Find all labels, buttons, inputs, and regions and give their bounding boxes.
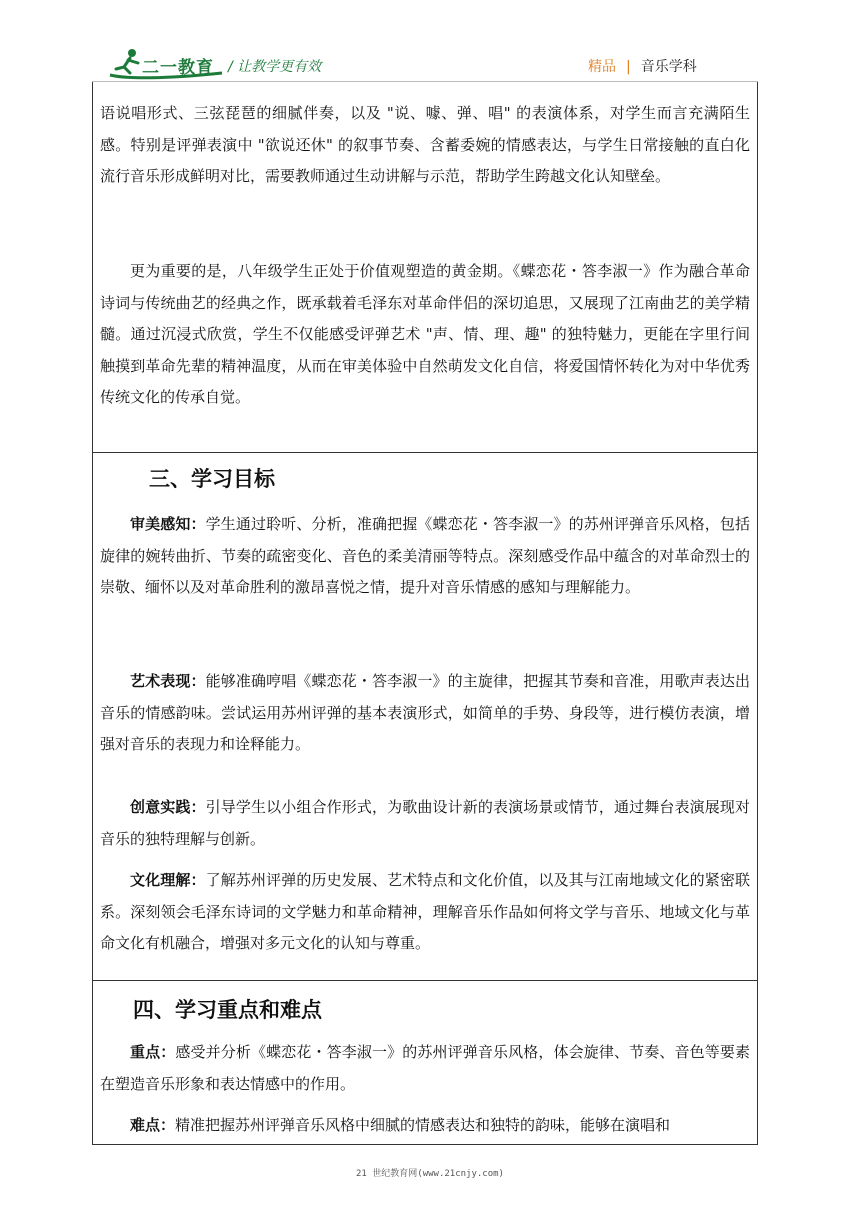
objective-culture bbox=[100, 865, 750, 960]
row-divider bbox=[93, 980, 757, 981]
page-header bbox=[0, 0, 860, 80]
difficulty-text: 精准把握苏州评弹音乐风格中细腻的情感表达和独特的韵味，能够在演唱和 bbox=[175, 1116, 671, 1134]
header-separator: | bbox=[626, 59, 631, 75]
objective-text: 引导学生以小组合作形式，为歌曲设计新的表演场景或情节，通过舞台表演展现对音乐的独特理解与创新。 bbox=[100, 798, 750, 848]
objective-text: 了解苏州评弹的历史发展、艺术特点和文化价值，以及其与江南地域文化的紧密联系。深刻领会毛泽东诗词的文学魅力和革命精神，理解音乐作品如何将文学与音乐、地域文化与革命文化有机融合，增强对多元文化的认知与尊重。 bbox=[100, 871, 750, 952]
objective-performance bbox=[100, 666, 750, 761]
subject-label: 音乐学科 bbox=[640, 59, 697, 75]
premium-tag: 精品 bbox=[588, 59, 616, 75]
continued-paragraph-1: 语说唱形式、三弦琵琶的细腻伴奏，以及 "说、噱、弹、唱" 的表演体系，对学生而言充满陌生感。特别是评弹表演中 "欲说还休" 的叙事节奏、含蓄委婉的情感表达，与学生日常接触的直白化流行音乐形成鲜明对比，需要教师通过生动讲解与示范，帮助学生跨越文化认知壁垒。 bbox=[100, 104, 750, 185]
page-footer: 21 世纪教育网(www.21cnjy.com) bbox=[356, 1169, 504, 1179]
objective-label: 创意实践： bbox=[130, 798, 206, 816]
continued-paragraph-2: 更为重要的是，八年级学生正处于价值观塑造的黄金期。《蝶恋花・答李淑一》作为融合革命诗词与传统曲艺的经典之作，既承载着毛泽东对革命伴侣的深切追思，又展现了江南曲艺的美学精髓。通过沉浸式欣赏，学生不仅能感受评弹艺术 "声、情、理、趣" 的独特魅力，更能在字里行间触摸到革命先辈的精神温度，从而在审美体验中自然萌发文化自信，将爱国情怀转化为对中华优秀传统文化的传承自觉。 bbox=[100, 262, 750, 406]
section-title-key-points: 四、学习重点和难点 bbox=[133, 998, 322, 1022]
objective-label: 审美感知： bbox=[130, 515, 206, 533]
difficulty-point bbox=[100, 1110, 750, 1142]
objective-label: 艺术表现： bbox=[130, 672, 206, 690]
objective-text: 能够准确哼唱《蝶恋花・答李淑一》的主旋律，把握其节奏和音准，用歌声表达出音乐的情感韵味。尝试运用苏州评弹的基本表演形式，如简单的手势、身段等，进行模仿表演，增强对音乐的表现力和诠释能力。 bbox=[100, 672, 750, 753]
difficulty-label: 难点： bbox=[130, 1116, 176, 1134]
objective-aesthetic bbox=[100, 509, 750, 604]
content-table bbox=[92, 82, 758, 1145]
slogan: / 让教学更有效 bbox=[228, 59, 322, 75]
objective-text: 学生通过聆听、分析，准确把握《蝶恋花・答李淑一》的苏州评弹音乐风格，包括旋律的婉转曲折、节奏的疏密变化、音色的柔美清丽等特点。深刻感受作品中蕴含的对革命烈士的崇敬、缅怀以及对革命胜利的激昂喜悦之情，提升对音乐情感的感知与理解能力。 bbox=[100, 515, 750, 596]
objective-label: 文化理解： bbox=[130, 871, 206, 889]
objective-creative bbox=[100, 792, 750, 855]
row-divider bbox=[93, 452, 757, 453]
key-point-text: 感受并分析《蝶恋花・答李淑一》的苏州评弹音乐风格，体会旋律、节奏、音色等要素在塑造音乐形象和表达情感中的作用。 bbox=[100, 1043, 750, 1093]
key-point bbox=[100, 1037, 750, 1100]
section-title-objectives: 三、学习目标 bbox=[149, 467, 275, 491]
key-point-label: 重点： bbox=[130, 1043, 176, 1061]
logo-text: 二一教育 bbox=[142, 58, 214, 78]
header-tags bbox=[588, 56, 697, 76]
